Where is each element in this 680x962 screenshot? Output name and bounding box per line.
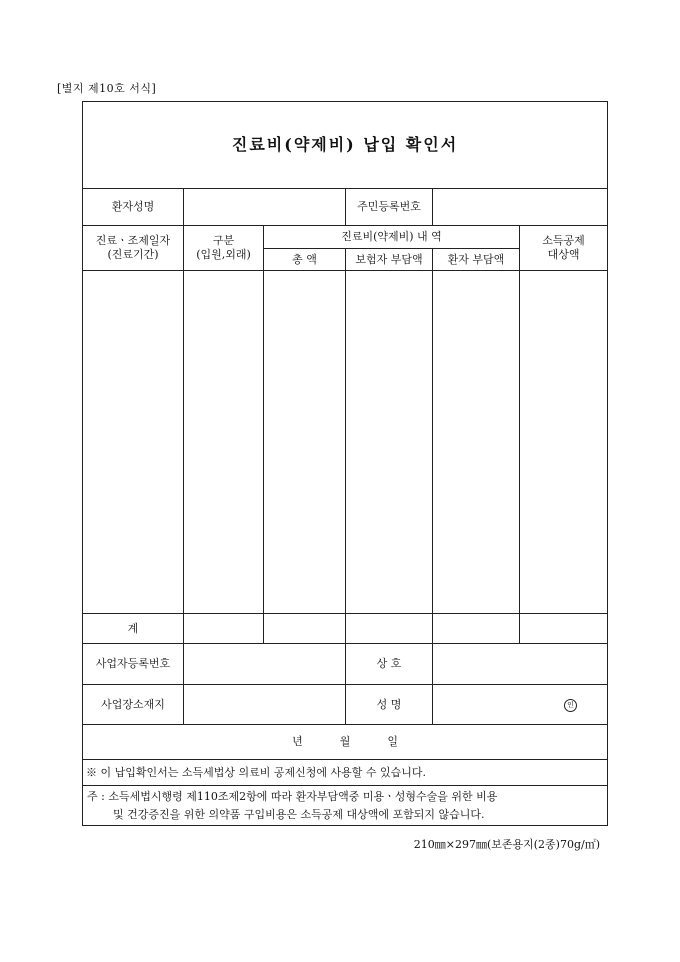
document-title: 진료비(약제비) 납입 확인서 bbox=[231, 135, 459, 154]
sum-label: 계 bbox=[83, 614, 184, 644]
year-label: 년 bbox=[292, 735, 303, 749]
company-name-field[interactable] bbox=[433, 644, 608, 685]
business-reg-label: 사업자등록번호 bbox=[83, 644, 184, 685]
total-amount-header: 총 액 bbox=[264, 249, 346, 271]
resident-number-label: 주민등록번호 bbox=[346, 189, 433, 226]
patient-name-label: 환자성명 bbox=[83, 189, 184, 226]
seal-mark: 인 bbox=[564, 699, 577, 712]
insurer-share-header: 보험자 부담액 bbox=[346, 249, 433, 271]
details-header: 진료비(약제비) 내 역 bbox=[264, 226, 520, 249]
remark-line-1: 주 : 소득세법시행령 제110조제2항에 따라 환자부담액중 미용ㆍ성형수술을 위한 비용 bbox=[87, 790, 498, 804]
deduction-header bbox=[520, 226, 608, 271]
patient-name-field[interactable] bbox=[184, 189, 346, 226]
category-entry-cell[interactable] bbox=[184, 271, 264, 614]
remark-line-2: 및 건강증진을 위한 의약품 구입비용은 소득공제 대상액에 포함되지 않습니다. bbox=[113, 807, 485, 821]
resident-number-field[interactable] bbox=[433, 189, 608, 226]
deduction-entry-cell[interactable] bbox=[520, 271, 608, 614]
patient-share-header: 환자 부담액 bbox=[433, 249, 520, 271]
representative-name-field[interactable] bbox=[433, 685, 608, 725]
insurer-share-entry-cell[interactable] bbox=[346, 271, 433, 614]
business-address-field[interactable] bbox=[184, 685, 346, 725]
representative-name-label: 성 명 bbox=[346, 685, 433, 725]
date-header-label: 진료ㆍ조제일자 bbox=[95, 234, 171, 248]
usage-note: ※ 이 납입확인서는 소득세법상 의료비 공제신청에 사용할 수 있습니다. bbox=[83, 760, 608, 786]
paper-spec: 210㎜×297㎜(보존용지(2종)70g/㎡) bbox=[413, 838, 600, 851]
date-header bbox=[83, 226, 184, 271]
sum-patient-cell[interactable] bbox=[433, 614, 520, 644]
confirmation-form-table bbox=[82, 101, 608, 826]
category-header bbox=[184, 226, 264, 271]
sum-deduction-cell[interactable] bbox=[520, 614, 608, 644]
month-label: 월 bbox=[339, 735, 351, 749]
patient-share-entry-cell[interactable] bbox=[433, 271, 520, 614]
date-header-sub: (진료기간) bbox=[107, 248, 159, 261]
date-row[interactable] bbox=[83, 725, 608, 760]
business-address-label: 사업장소재지 bbox=[83, 685, 184, 725]
date-entry-cell[interactable] bbox=[83, 271, 184, 614]
business-reg-field[interactable] bbox=[184, 644, 346, 685]
remark-note bbox=[83, 786, 608, 826]
sum-category-cell[interactable] bbox=[184, 614, 264, 644]
deduction-header-label: 소득공제 bbox=[542, 234, 585, 248]
form-number-label: [별지 제10호 서식] bbox=[57, 82, 157, 95]
total-amount-entry-cell[interactable] bbox=[264, 271, 346, 614]
company-name-label: 상 호 bbox=[346, 644, 433, 685]
category-header-sub: (입원,외래) bbox=[196, 248, 251, 261]
category-header-label: 구분 bbox=[212, 234, 235, 248]
title-cell bbox=[83, 102, 608, 189]
day-label: 일 bbox=[387, 735, 398, 749]
sum-insurer-cell[interactable] bbox=[346, 614, 433, 644]
sum-total-cell[interactable] bbox=[264, 614, 346, 644]
deduction-header-sub: 대상액 bbox=[547, 248, 580, 261]
